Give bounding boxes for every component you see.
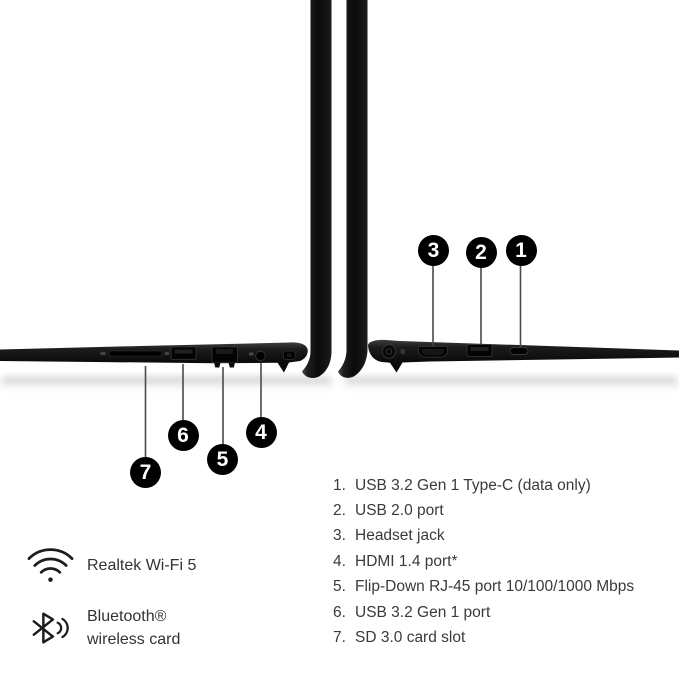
hdmi-port bbox=[419, 347, 448, 358]
legend-item-7 bbox=[333, 625, 634, 650]
legend-item-4 bbox=[333, 549, 634, 574]
callout-number: 7 bbox=[139, 460, 152, 484]
legend-number: 5. bbox=[333, 578, 346, 596]
bluetooth-label bbox=[87, 605, 180, 651]
rj45-flip-down-port bbox=[212, 347, 238, 368]
legend-number: 1. bbox=[333, 476, 346, 494]
sd-card-slot bbox=[109, 351, 162, 356]
power-adapter-port bbox=[382, 345, 396, 359]
legend-item-6 bbox=[333, 600, 634, 625]
callout-circle-7 bbox=[130, 457, 161, 488]
legend-number: 3. bbox=[333, 527, 346, 545]
legend-label: USB 2.0 port bbox=[355, 502, 444, 520]
port-legend-list bbox=[333, 473, 634, 651]
legend-label: Flip-Down RJ-45 port 10/100/1000 Mbps bbox=[355, 578, 635, 596]
security-lock-slot bbox=[284, 351, 296, 360]
laptop-base-right bbox=[368, 340, 679, 373]
legend-label: USB 3.2 Gen 1 Type-C (data only) bbox=[355, 476, 591, 494]
laptop-lid-edge-right bbox=[338, 0, 368, 378]
legend-item-3 bbox=[333, 524, 634, 549]
bluetooth-label-line1: Bluetooth® bbox=[87, 608, 167, 625]
callout-number: 2 bbox=[475, 240, 487, 264]
legend-number: 4. bbox=[333, 552, 346, 570]
callout-circle-6 bbox=[168, 420, 199, 451]
wifi-label: Realtek Wi-Fi 5 bbox=[87, 556, 197, 574]
bluetooth-icon bbox=[30, 607, 72, 649]
wifi-icon bbox=[27, 545, 74, 585]
usb-symbol-mark bbox=[165, 352, 169, 355]
legend-label: USB 3.2 Gen 1 port bbox=[355, 603, 491, 621]
callout-circle-2 bbox=[466, 237, 497, 268]
legend-item-1 bbox=[333, 473, 634, 498]
legend-label: Headset jack bbox=[355, 527, 445, 545]
legend-number: 7. bbox=[333, 629, 346, 647]
callout-number: 5 bbox=[216, 447, 229, 471]
sd-label-mark bbox=[101, 352, 106, 355]
power-led bbox=[401, 349, 406, 354]
legend-number: 2. bbox=[333, 502, 346, 520]
callout-number: 4 bbox=[255, 421, 267, 444]
callout-circle-4 bbox=[246, 417, 277, 448]
legend-item-5 bbox=[333, 575, 634, 600]
bluetooth-label-line2: wireless card bbox=[87, 631, 181, 648]
legend-number: 6. bbox=[333, 603, 346, 621]
legend-label: HDMI 1.4 port* bbox=[355, 552, 458, 570]
callout-circle-3 bbox=[418, 235, 449, 266]
legend-label: SD 3.0 card slot bbox=[355, 629, 466, 647]
laptop-lid-edge-left bbox=[302, 0, 332, 378]
legend-item-2 bbox=[333, 498, 634, 523]
callout-number: 3 bbox=[427, 238, 440, 262]
laptop-view-left bbox=[0, 0, 332, 457]
callout-circle-5 bbox=[207, 444, 238, 475]
callout-number: 6 bbox=[177, 423, 189, 447]
laptop-view-right bbox=[338, 0, 679, 378]
usb-a-port-left bbox=[171, 347, 196, 360]
usb-a-port-right bbox=[467, 345, 492, 357]
callout-number: 1 bbox=[515, 239, 527, 262]
feature-bluetooth bbox=[30, 605, 180, 651]
callout-circle-1 bbox=[506, 235, 537, 266]
usb-type-c-port bbox=[510, 348, 528, 355]
feature-wifi bbox=[27, 545, 196, 585]
